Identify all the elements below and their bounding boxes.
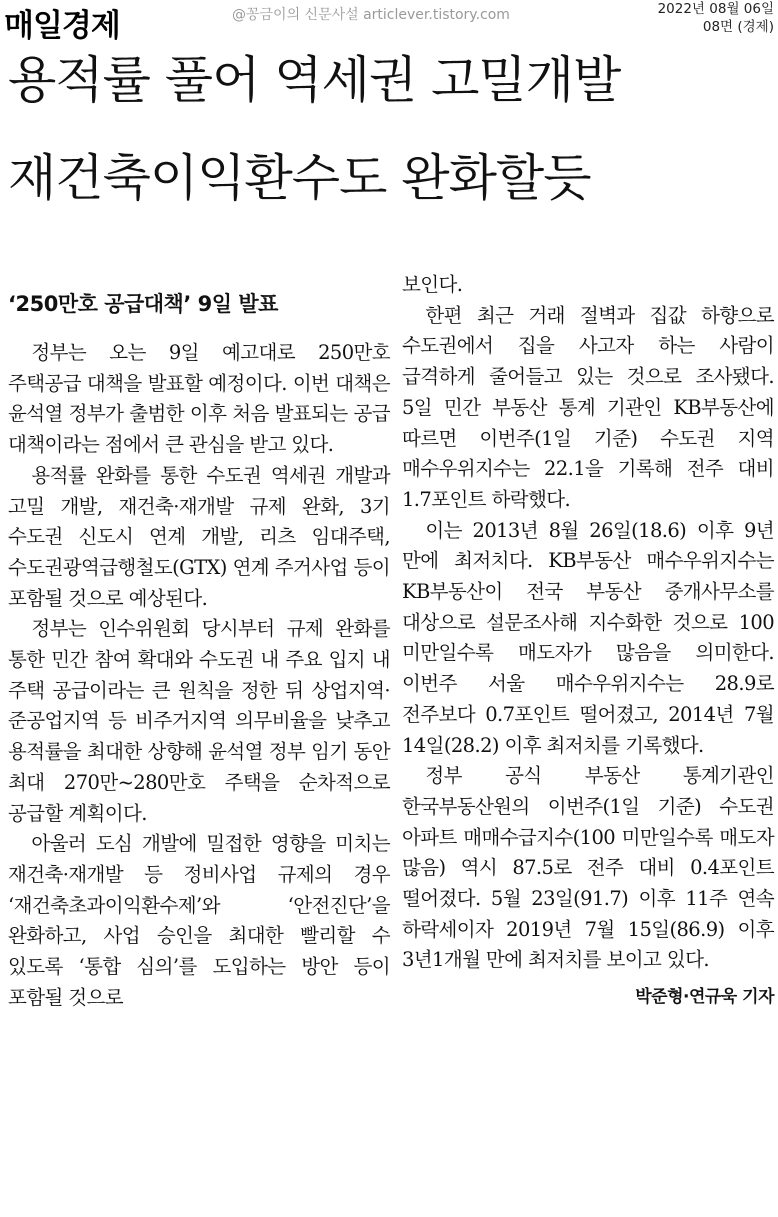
subheadline: ‘250만호 공급대책’ 9일 발표	[8, 292, 278, 316]
page-section: 08면 (경제)	[702, 19, 774, 35]
paragraph: 한편 최근 거래 절벽과 집값 하향으로 수도권에서 집을 사고자 하는 사람이 급격하게 줄어들고 있는 것으로 조사됐다. 5일 민간 부동산 통계 기관인 KB부동산에 따르면 이번주(1일 기준) 수도권 지역 매수우위지수는 22.1을 기록해 전주 대비 1.7포인트 하락했다.	[402, 303, 774, 511]
headline-line-1: 용적률 풀어 역세권 고밀개발	[8, 51, 621, 109]
masthead	[0, 0, 778, 42]
paragraph: 정부는 오는 9일 예고대로 250만호 주택공급 대책을 발표할 예정이다. 이번 대책은 윤석열 정부가 출범한 이후 처음 발표되는 공급 대책이라는 점에서 큰 관심을 받고 있다.	[8, 341, 390, 457]
paragraph: 용적률 완화를 통한 수도권 역세권 개발과 고밀 개발, 재건축·재개발 규제 완화, 3기 수도권 신도시 연계 개발, 리츠 임대주택, 수도권광역급행철도(GTX) 연계 주거사업 등이 포함될 것으로 예상된다.	[8, 463, 390, 610]
headline-line-2: 재건축이익환수도 완화할듯	[8, 149, 591, 207]
blog-watermark: @꽁금이의 신문사설 articlever.tistory.com	[232, 7, 510, 23]
newspaper-name: 매일경제	[4, 8, 120, 44]
paragraph: 이는 2013년 8월 26일(18.6) 이후 9년 만에 최저치다. KB부동산 매수우위지수는 KB부동산이 전국 부동산 중개사무소를 대상으로 설문조사해 지수화한 것으로 100 미만일수록 매도자가 많음을 의미한다. 이번주 서울 매수우위지수는 28.9로 전주보다 0.7포인트 떨어졌고, 2014년 7월 14일(28.2) 이후 최저치를 기록했다.	[402, 518, 774, 757]
dateline	[658, 0, 774, 36]
publish-date: 2022년 08월 06일	[657, 1, 774, 17]
paragraph: 정부는 인수위원회 당시부터 규제 완화를 통한 민간 참여 확대와 수도권 내 주요 입지 내 주택 공급이라는 큰 원칙을 정한 뒤 상업지역·준공업지역 등 비주거지역 의무비율을 낮추고 용적률을 최대한 상향해 윤석열 정부 임기 동안 최대 270만~280만호 주택을 순차적으로 공급할 계획이다.	[8, 617, 390, 825]
article-column-left	[8, 270, 390, 1013]
paragraph-continuation: 보인다.	[402, 273, 463, 296]
byline: 박준형·연규욱 기자	[635, 987, 774, 1008]
paragraph: 정부 공식 부동산 통계기관인 한국부동산원의 이번주(1일 기준) 수도권 아파트 매매수급지수(100 미만일수록 매도자 많음) 역시 87.5로 전주 대비 0.4포인트 떨어졌다. 5월 23일(91.7) 이후 11주 연속 하락세이자 2019년 7월 15일(86.9) 이후 3년1개월 만에 최저치를 보이고 있다.	[402, 764, 774, 972]
article-column-right	[402, 270, 774, 1007]
paragraph: 아울러 도심 개발에 밀접한 영향을 미치는 재건축·재개발 등 정비사업 규제의 경우 ‘재건축초과이익환수제’와 ‘안전진단’을 완화하고, 사업 승인을 최대한 빨리할 수 있도록 ‘통합 심의’를 도입하는 방안 등이 포함될 것으로	[8, 832, 390, 1009]
